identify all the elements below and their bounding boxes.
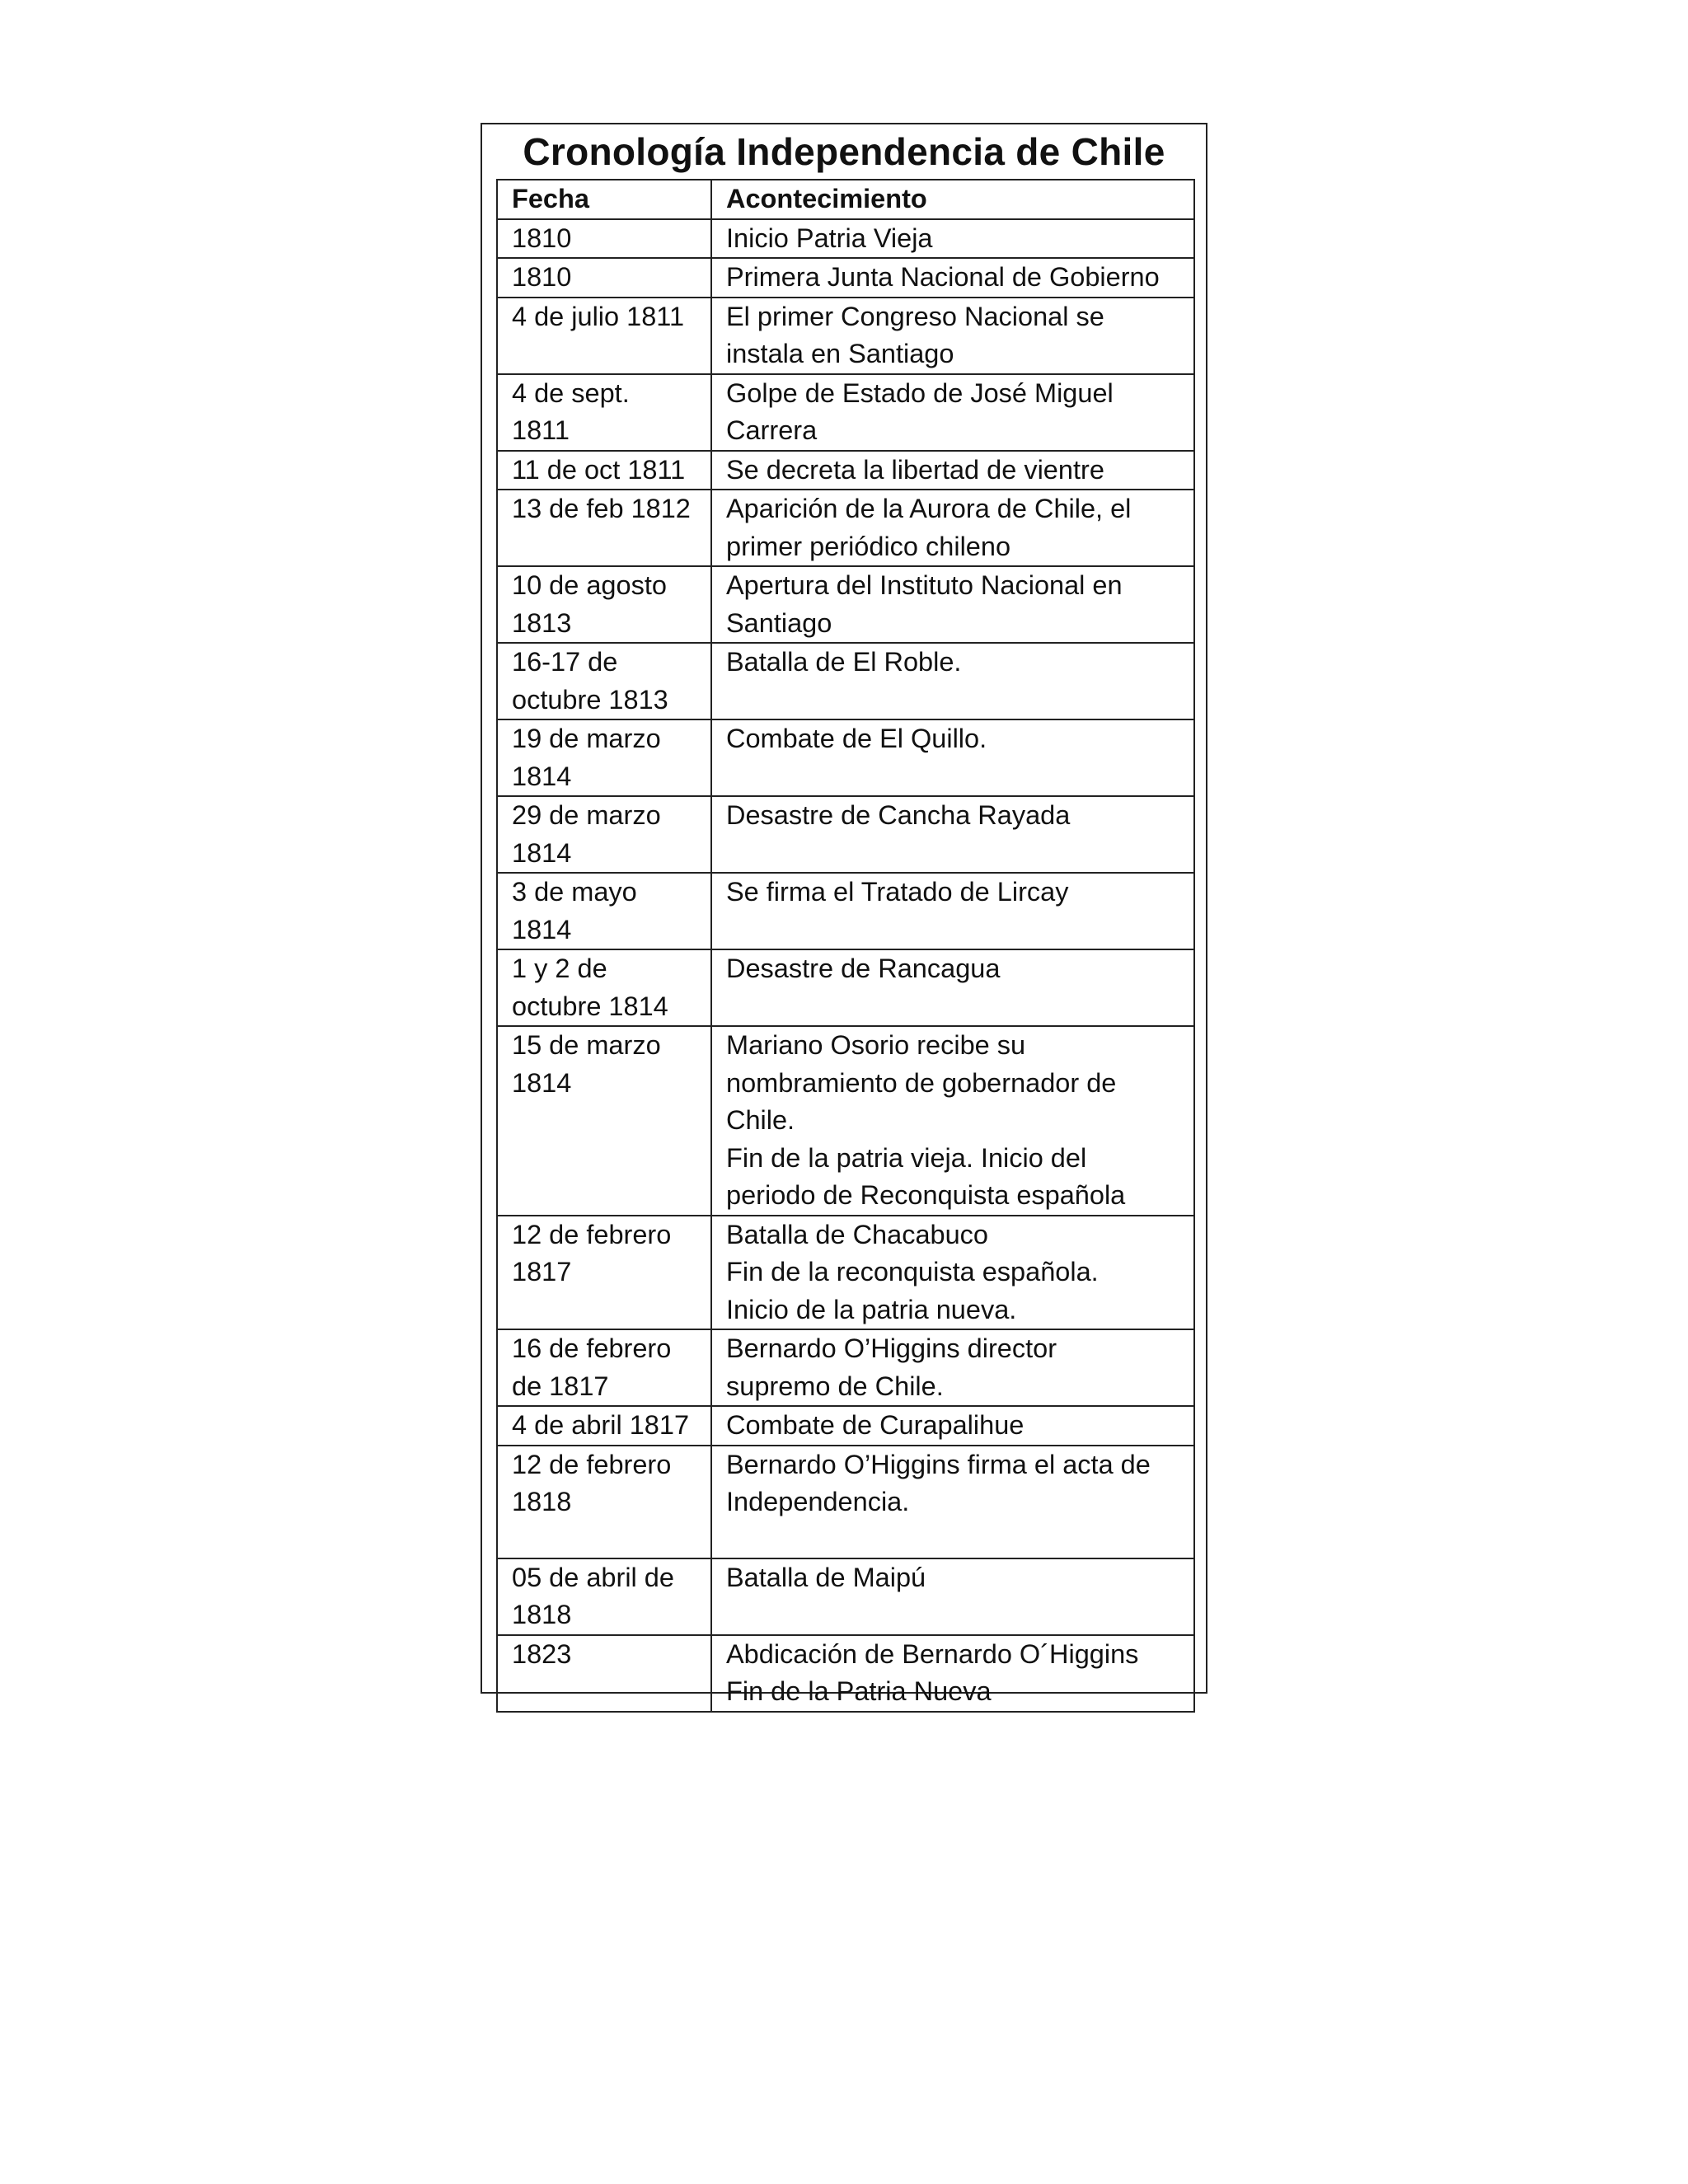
document-frame [481, 123, 1207, 1706]
table-body [497, 219, 1194, 1712]
event-cell: Inicio Patria Vieja [711, 219, 1194, 259]
table-row [497, 566, 1194, 643]
event-cell: Se firma el Tratado de Lircay [711, 873, 1194, 949]
table-row [497, 374, 1194, 451]
date-cell: 05 de abril de 1818 [497, 1558, 711, 1635]
date-cell: 11 de oct 1811 [497, 451, 711, 490]
date-cell: 16-17 de octubre 1813 [497, 643, 711, 719]
table-row [497, 1446, 1194, 1558]
event-cell: Bernardo O’Higgins director supremo de Chile. [711, 1329, 1194, 1406]
table-row [497, 451, 1194, 490]
date-cell: 1810 [497, 258, 711, 298]
date-cell: 19 de marzo 1814 [497, 719, 711, 796]
event-cell: Primera Junta Nacional de Gobierno [711, 258, 1194, 298]
event-cell: Combate de Curapalihue [711, 1406, 1194, 1446]
table-header-row [497, 180, 1194, 219]
table-row [497, 873, 1194, 949]
header-date: Fecha [497, 180, 711, 219]
event-cell: Mariano Osorio recibe su nombramiento de gobernador de Chile. Fin de la patria vieja. Inicio del periodo de Reconquista española [711, 1026, 1194, 1216]
table-row [497, 219, 1194, 259]
event-cell: Apertura del Instituto Nacional en Santiago [711, 566, 1194, 643]
date-cell: 12 de febrero 1817 [497, 1216, 711, 1330]
date-cell: 4 de julio 1811 [497, 298, 711, 374]
event-cell: Desastre de Cancha Rayada [711, 796, 1194, 873]
event-cell: Se decreta la libertad de vientre [711, 451, 1194, 490]
event-cell: Aparición de la Aurora de Chile, el primer periódico chileno [711, 490, 1194, 566]
table-row [497, 1329, 1194, 1406]
date-cell: 29 de marzo 1814 [497, 796, 711, 873]
event-cell: Desastre de Rancagua [711, 949, 1194, 1026]
event-cell: Batalla de Chacabuco Fin de la reconquista española. Inicio de la patria nueva. [711, 1216, 1194, 1330]
table-row [497, 719, 1194, 796]
table-row [497, 490, 1194, 566]
date-cell: 1810 [497, 219, 711, 259]
table-row [497, 1635, 1194, 1712]
date-cell: 10 de agosto 1813 [497, 566, 711, 643]
event-cell: Combate de El Quillo. [711, 719, 1194, 796]
date-cell: 1 y 2 de octubre 1814 [497, 949, 711, 1026]
event-cell: El primer Congreso Nacional se instala en Santiago [711, 298, 1194, 374]
event-cell: Golpe de Estado de José Miguel Carrera [711, 374, 1194, 451]
table-row [497, 298, 1194, 374]
date-cell: 4 de abril 1817 [497, 1406, 711, 1446]
document-title: Cronología Independencia de Chile [523, 130, 1165, 173]
table-row [497, 949, 1194, 1026]
date-cell: 15 de marzo 1814 [497, 1026, 711, 1216]
date-cell: 4 de sept. 1811 [497, 374, 711, 451]
event-cell: Bernardo O’Higgins firma el acta de Independencia. [711, 1446, 1194, 1558]
table-row [497, 643, 1194, 719]
date-cell: 12 de febrero 1818 [497, 1446, 711, 1558]
event-cell: Batalla de El Roble. [711, 643, 1194, 719]
table-row [497, 1026, 1194, 1216]
table-row [497, 1216, 1194, 1330]
header-event: Acontecimiento [711, 180, 1194, 219]
event-cell: Abdicación de Bernardo O´Higgins Fin de la Patria Nueva [711, 1635, 1194, 1712]
table-row [497, 1558, 1194, 1635]
table-row [497, 796, 1194, 873]
table-row [497, 1406, 1194, 1446]
date-cell: 3 de mayo 1814 [497, 873, 711, 949]
chronology-table [496, 179, 1195, 1713]
table-row [497, 258, 1194, 298]
date-cell: 16 de febrero de 1817 [497, 1329, 711, 1406]
date-cell: 13 de feb 1812 [497, 490, 711, 566]
event-cell: Batalla de Maipú [711, 1558, 1194, 1635]
date-cell: 1823 [497, 1635, 711, 1712]
